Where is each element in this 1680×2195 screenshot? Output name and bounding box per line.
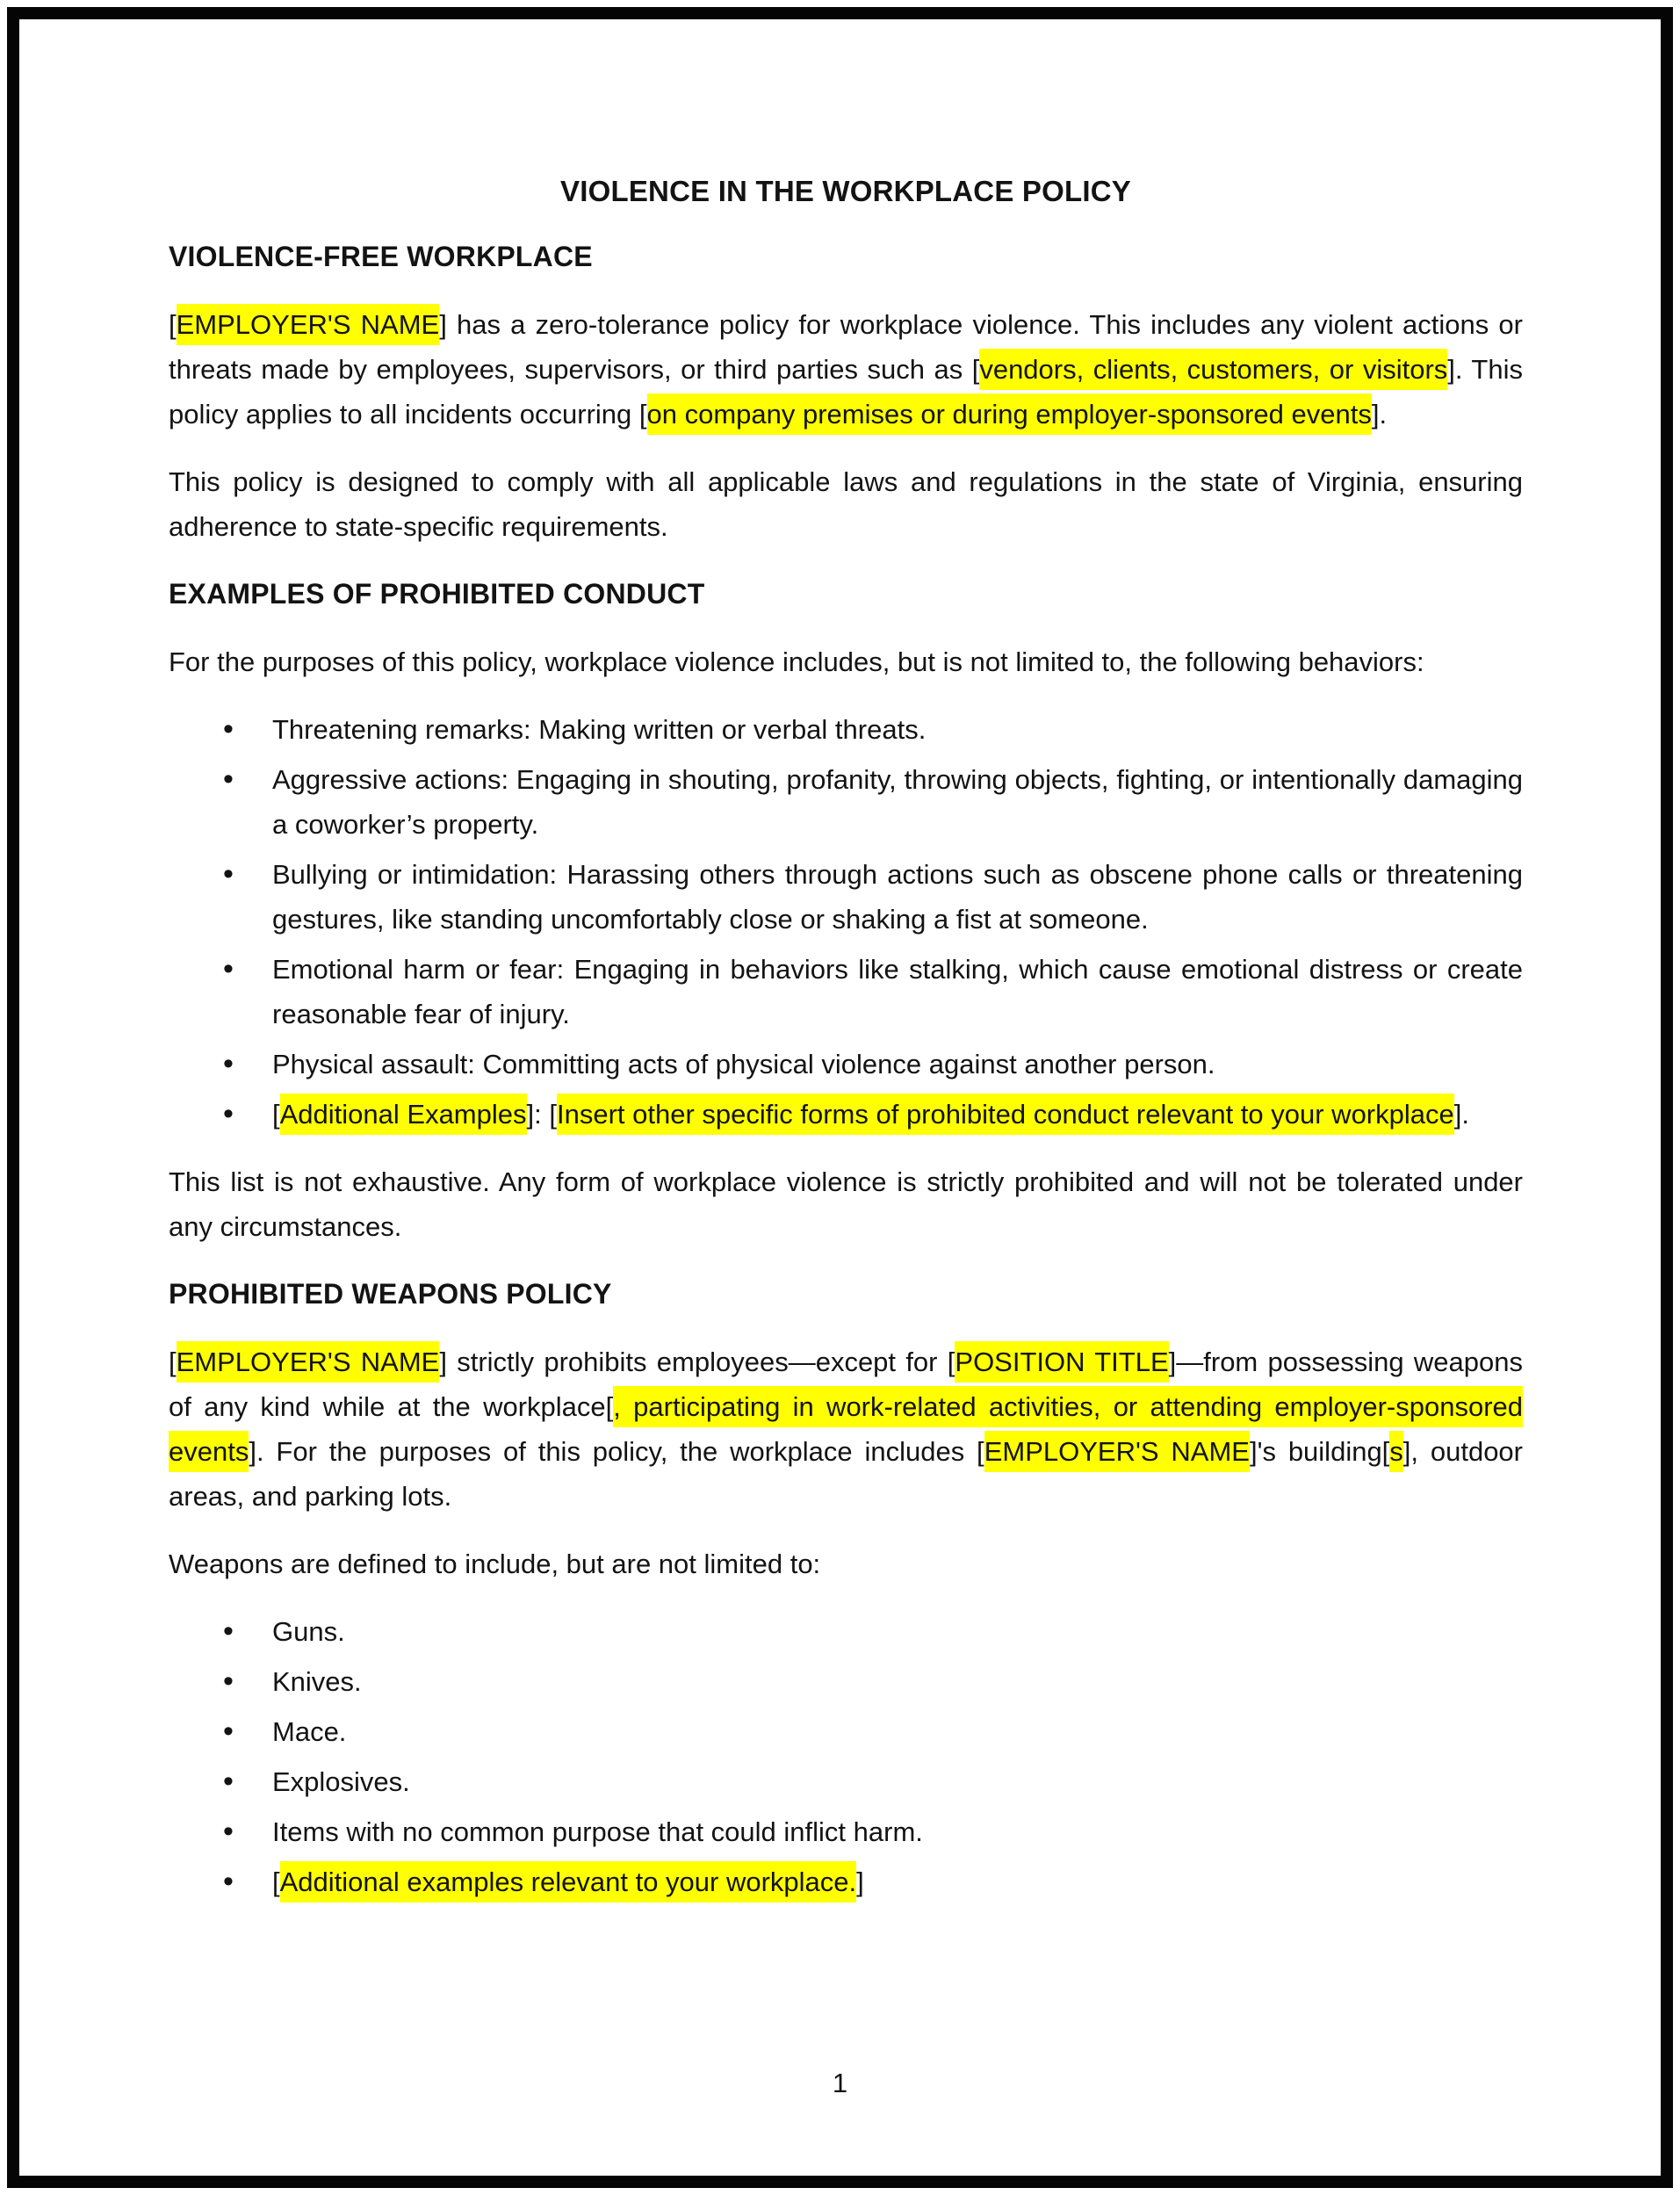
list-item [169, 1092, 1523, 1137]
paragraph [169, 1159, 1523, 1249]
bullet-icon: • [223, 1047, 234, 1080]
bullet-icon: • [223, 1815, 234, 1848]
text-run: ]. [1371, 399, 1388, 430]
document-title: VIOLENCE IN THE WORKPLACE POLICY [560, 175, 1131, 207]
list-item [169, 852, 1523, 942]
highlighted-placeholder: EMPLOYER'S NAME [984, 1431, 1250, 1472]
text-run: Emotional harm or fear: Engaging in behaviors like stalking, which cause emotional distress or create reasonable fear of injury. [272, 954, 1523, 1029]
list-item-text [272, 859, 1523, 935]
highlighted-placeholder: Additional Examples [280, 1094, 527, 1135]
list-item-text [272, 1049, 1215, 1079]
bullet-icon: • [223, 1097, 234, 1130]
bullet-icon: • [223, 762, 234, 796]
text-run: ]—from possessing weapons of any kind while at the workplace[ [169, 1347, 1523, 1422]
text-run: Guns. [272, 1616, 345, 1647]
list-item-text [272, 1094, 1469, 1135]
bullet-icon: • [223, 712, 234, 746]
list-item-text [272, 1766, 410, 1797]
text-run: [ [272, 1866, 280, 1897]
document-content [169, 0, 1523, 1927]
list-item-text [272, 714, 926, 745]
text-run: ] strictly prohibits employees—except for [ [439, 1347, 955, 1377]
text-run: Mace. [272, 1716, 347, 1747]
highlighted-placeholder: Additional examples relevant to your workplace. [280, 1861, 857, 1903]
bullet-icon: • [223, 857, 234, 891]
text-run: Aggressive actions: Engaging in shouting, profanity, throwing objects, fighting, or intentionally damaging a coworker’s property. [272, 764, 1523, 840]
text-run: ] has a zero-tolerance policy for workplace violence. This includes any violent actions or threats made by employees, supervisors, or third parties such as [ [169, 309, 1523, 385]
highlighted-placeholder: Insert other specific forms of prohibited conduct relevant to your workplace [557, 1094, 1454, 1135]
list-item-text [272, 1816, 923, 1847]
list-item-text [272, 764, 1523, 840]
paragraph [169, 1542, 1523, 1586]
section-heading: EXAMPLES OF PROHIBITED CONDUCT [169, 578, 705, 610]
highlighted-placeholder: s [1389, 1431, 1403, 1472]
text-run: [ [272, 1099, 280, 1130]
highlighted-placeholder: , participating in work-related activities, or attending employer-sponsored events [169, 1386, 1523, 1472]
list-item [169, 1759, 1523, 1804]
bullet-icon: • [223, 1765, 234, 1798]
list-item-text [272, 1716, 346, 1747]
text-run: ]. For the purposes of this policy, the workplace includes [ [249, 1436, 984, 1467]
paragraph [169, 459, 1523, 549]
highlighted-placeholder: vendors, clients, customers, or visitors [979, 349, 1447, 390]
text-run: Weapons are defined to include, but are not limited to: [169, 1549, 821, 1579]
text-run: Items with no common purpose that could inflict harm. [272, 1816, 923, 1847]
text-run: This list is not exhaustive. Any form of workplace violence is strictly prohibited and will not be tolerated under any circumstances. [169, 1166, 1523, 1242]
highlighted-placeholder: EMPLOYER'S NAME [177, 1341, 440, 1383]
paragraph [169, 639, 1523, 684]
highlighted-placeholder: POSITION TITLE [955, 1341, 1168, 1383]
list-item-text [272, 954, 1523, 1029]
text-run: Knives. [272, 1666, 362, 1697]
bullet-icon: • [223, 952, 234, 986]
bullet-list [169, 1609, 1523, 1904]
list-item [169, 757, 1523, 847]
list-item [169, 1042, 1523, 1087]
text-run: Threatening remarks: Making written or verbal threats. [272, 714, 927, 745]
text-run: [ [169, 309, 177, 340]
list-item-text [272, 1616, 345, 1647]
bullet-icon: • [223, 1715, 234, 1748]
text-run: ] [856, 1866, 864, 1897]
text-run: For the purposes of this policy, workplace violence includes, but is not limited to, the following behaviors: [169, 646, 1424, 677]
page-number: 1 [832, 2068, 848, 2098]
section-heading: PROHIBITED WEAPONS POLICY [169, 1278, 612, 1310]
text-run: Explosives. [272, 1766, 410, 1797]
paragraph [169, 1339, 1523, 1519]
paragraph [169, 302, 1523, 437]
list-item [169, 707, 1523, 752]
list-item [169, 1809, 1523, 1854]
text-run: ]. [1453, 1099, 1469, 1130]
list-item [169, 1659, 1523, 1704]
bullet-list [169, 707, 1523, 1137]
text-run: This policy is designed to comply with all applicable laws and regulations in the state of Virginia, ensuring adherence to state-specific requirements. [169, 466, 1523, 542]
highlighted-placeholder: EMPLOYER'S NAME [177, 304, 440, 345]
highlighted-placeholder: on company premises or during employer-sponsored events [647, 394, 1372, 435]
text-run: ]: [ [526, 1099, 557, 1130]
text-run: ], outdoor areas, and parking lots. [169, 1436, 1523, 1512]
text-run: ]. This policy applies to all incidents occurring [ [169, 354, 1523, 430]
list-item [169, 947, 1523, 1036]
list-item [169, 1709, 1523, 1754]
list-item [169, 1859, 1523, 1904]
text-run: [ [169, 1347, 177, 1377]
text-run: Physical assault: Committing acts of physical violence against another person. [272, 1049, 1215, 1079]
list-item-text [272, 1861, 864, 1903]
section-heading: VIOLENCE-FREE WORKPLACE [169, 241, 593, 272]
text-run: Bullying or intimidation: Harassing others through actions such as obscene phone calls or threatening gestures, like standing uncomfortably close or shaking a fist at someone. [272, 859, 1523, 935]
bullet-icon: • [223, 1865, 234, 1898]
list-item [169, 1609, 1523, 1654]
bullet-icon: • [223, 1614, 234, 1648]
text-run: ]'s building[ [1249, 1436, 1390, 1467]
list-item-text [272, 1666, 362, 1697]
bullet-icon: • [223, 1664, 234, 1698]
